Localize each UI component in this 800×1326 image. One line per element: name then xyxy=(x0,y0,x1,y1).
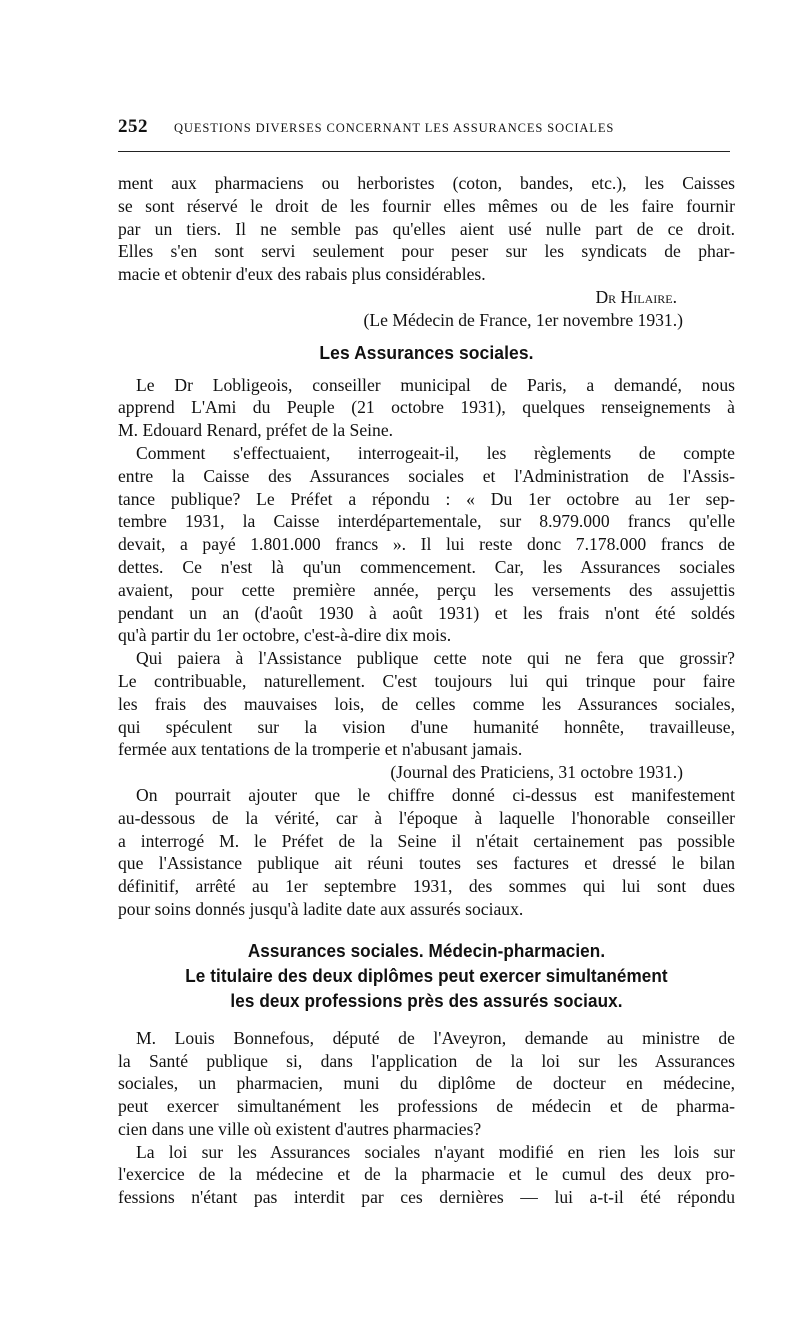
text-line: Qui paiera à l'Assistance publique cette note qui ne fera que grossir? xyxy=(136,648,735,669)
paragraph xyxy=(118,442,735,647)
text-line: M. Edouard Renard, préfet de la Seine. xyxy=(118,420,394,441)
text-line: avaient, pour cette première année, perçu les versements des assujettis xyxy=(118,579,735,600)
text-line: La loi sur les Assurances sociales n'ayant modifié en rien les lois sur xyxy=(136,1141,735,1162)
text-line: apprend L'Ami du Peuple (21 octobre 1931), quelques renseignements à xyxy=(118,397,735,418)
running-head xyxy=(118,116,736,140)
paragraph xyxy=(118,647,735,761)
text-line: pendant un an (d'août 1930 à août 1931) et les frais n'ont été soldés xyxy=(118,602,735,623)
text-line: Elles s'en sont servi seulement pour peser sur les syndicats de phar- xyxy=(118,241,735,262)
section-subtitle: les deux professions près des assurés sociaux. xyxy=(230,989,623,1011)
text-line: dettes. Ce n'est là qu'un commencement. Car, les Assurances sociales xyxy=(118,556,735,577)
text-line: les frais des mauvaises lois, de celles comme les Assurances sociales, xyxy=(118,693,735,714)
text-line: M. Louis Bonnefous, député de l'Aveyron, demande au ministre de xyxy=(136,1027,735,1048)
text-line: devait, a payé 1.801.000 francs ». Il lui reste donc 7.178.000 francs de xyxy=(118,534,735,555)
text-line: Le contribuable, naturellement. C'est toujours lui qui trinque pour faire xyxy=(118,670,735,691)
paragraph xyxy=(118,1141,735,1209)
paragraph-continuation xyxy=(118,172,735,286)
header-rule xyxy=(118,151,730,152)
text-line: cien dans une ville où existent d'autres pharmacies? xyxy=(118,1118,482,1139)
running-title: QUESTIONS DIVERSES CONCERNANT LES ASSURANCES SOCIALES xyxy=(174,121,615,135)
section-title: Assurances sociales. Médecin-pharmacien. xyxy=(247,939,606,961)
text-line: définitif, arrêté au 1er septembre 1931, des sommes qui lui sont dues xyxy=(118,876,735,897)
text-line: se sont réservé le droit de les fournir elles mêmes ou de les faire fournir xyxy=(118,195,735,216)
source-citation: (Le Médecin de France, 1er novembre 1931.) xyxy=(363,309,683,330)
text-line: peut exercer simultanément les professions de médecin et de pharma- xyxy=(118,1096,735,1117)
page-number: 252 xyxy=(118,116,148,137)
section-subtitle: Le titulaire des deux diplômes peut exercer simultanément xyxy=(185,964,668,986)
text-line: par un tiers. Il ne semble pas qu'elles aient usé nulle part de ce droit. xyxy=(118,218,735,239)
text-line: fessions n'étant pas interdit par ces dernières — lui a-t-il été répondu xyxy=(118,1187,735,1208)
text-line: a interrogé M. le Préfet de la Seine il n'était certainement pas possible xyxy=(118,830,735,851)
text-line: fermée aux tentations de la tromperie et n'abusant jamais. xyxy=(118,739,523,760)
source-citation: (Journal des Praticiens, 31 octobre 1931.) xyxy=(390,762,683,783)
text-line: macie et obtenir d'eux des rabais plus considérables. xyxy=(118,264,486,285)
page-body xyxy=(118,172,735,1209)
paragraph xyxy=(118,784,735,921)
text-line: tance publique? Le Préfet a répondu : « Du 1er octobre au 1er sep- xyxy=(118,488,735,509)
text-line: l'exercice de la médecine et de la pharmacie et le cumul des deux pro- xyxy=(118,1164,735,1185)
section-heading xyxy=(118,938,735,1013)
text-line: Comment s'effectuaient, interrogeait-il, les règlements de compte xyxy=(136,442,735,463)
text-line: Le Dr Lobligeois, conseiller municipal de Paris, a demandé, nous xyxy=(136,374,735,395)
paragraph xyxy=(118,1027,735,1141)
text-line: sociales, un pharmacien, muni du diplôme de docteur en médecine, xyxy=(118,1073,735,1094)
text-line: On pourrait ajouter que le chiffre donné ci-dessus est manifestement xyxy=(136,784,735,805)
text-line: tembre 1931, la Caisse interdépartementale, sur 8.979.000 francs qu'elle xyxy=(118,511,735,532)
text-line: qui spéculent sur la vision d'une humanité honnête, travailleuse, xyxy=(118,716,735,737)
text-line: pour soins donnés jusqu'à ladite date aux assurés sociaux. xyxy=(118,898,524,919)
text-line: au-dessous de la vérité, car à l'époque à laquelle l'honorable conseiller xyxy=(118,807,735,828)
paragraph xyxy=(118,374,735,442)
text-line: ment aux pharmaciens ou herboristes (coton, bandes, etc.), les Caisses xyxy=(118,173,735,193)
text-line: la Santé publique si, dans l'application de la loi sur les Assurances xyxy=(118,1050,735,1071)
text-line: que l'Assistance publique ait réuni toutes ses factures et dressé le bilan xyxy=(118,853,735,874)
text-line: entre la Caisse des Assurances sociales et l'Administration de l'Assis- xyxy=(118,465,735,486)
author-signature: Dr Hilaire. xyxy=(595,286,677,307)
section-title: Les Assurances sociales. xyxy=(319,341,534,363)
text-line: qu'à partir du 1er octobre, c'est-à-dire dix mois. xyxy=(118,625,452,646)
